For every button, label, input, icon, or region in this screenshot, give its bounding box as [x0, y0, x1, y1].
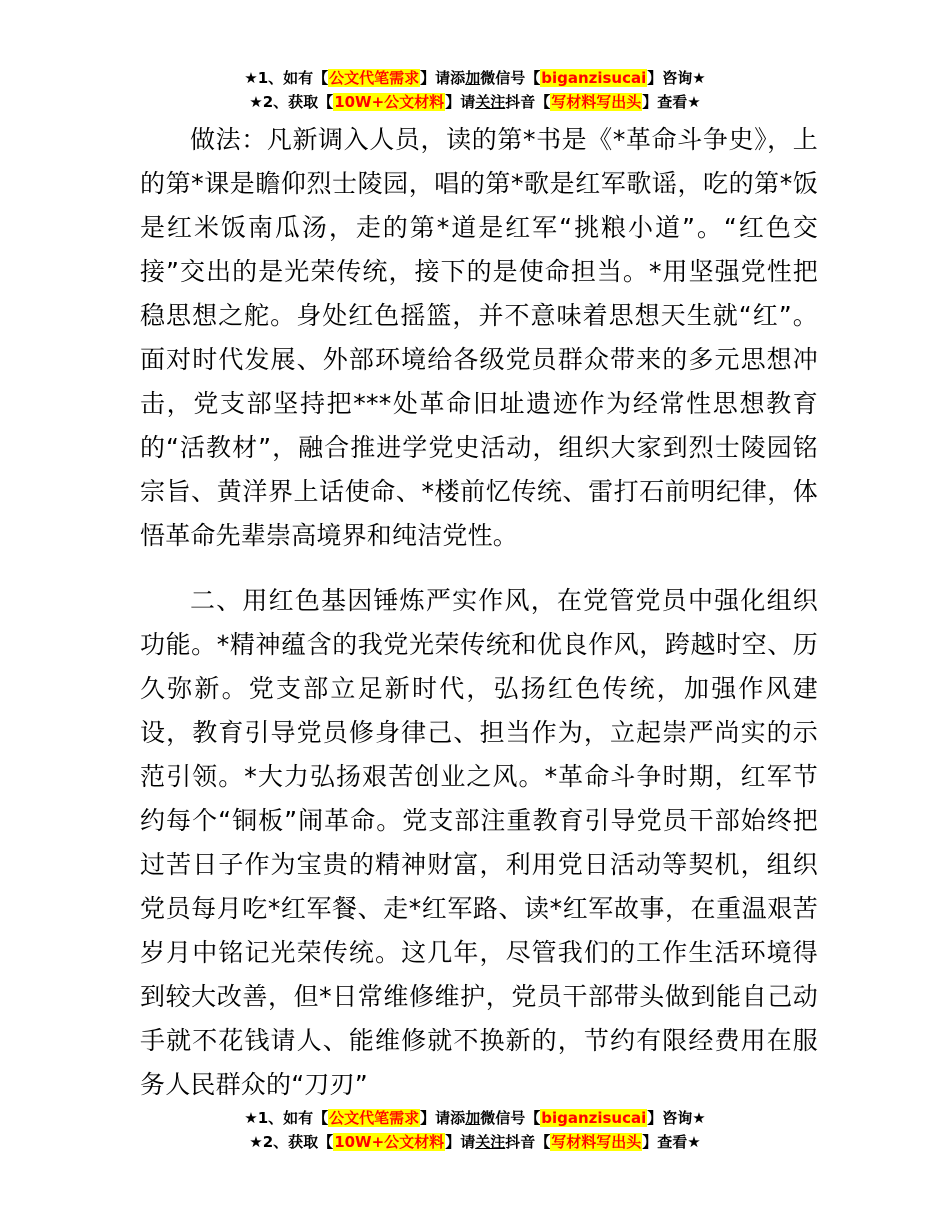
highlight-douyin: 写材料写出头 — [551, 1133, 642, 1151]
highlight-materials: 10W+公文材料 — [334, 1133, 445, 1151]
highlight-wechat-id: biganzisucai — [541, 1109, 647, 1127]
highlight-materials: 10W+公文材料 — [334, 93, 445, 111]
highlight-wechat-id: biganzisucai — [541, 69, 647, 87]
banner-line-2: ★2、获取【10W+公文材料】请关注抖音【写材料写出头】查看★ — [249, 93, 701, 111]
document-body — [140, 118, 818, 1107]
footer-banner — [0, 1106, 950, 1154]
banner-line-2: ★2、获取【10W+公文材料】请关注抖音【写材料写出头】查看★ — [249, 1133, 701, 1151]
banner-line-1: ★1、如有【公文代笔需求】请添加微信号【biganzisucai】咨询★ — [244, 69, 706, 87]
highlight-douyin: 写材料写出头 — [551, 93, 642, 111]
header-banner — [0, 66, 950, 114]
paragraph-section-two: 二、用红色基因锤炼严实作风，在党管党员中强化组织功能。*精神蕴含的我党光荣传统和优良作风，跨越时空、历久弥新。党支部立足新时代，弘扬红色传统，加强作风建设，教育引导党员修身律己、担当作为，立起崇严尚实的示范引领。*大力弘扬艰苦创业之风。*革命斗争时期，红军节约每个“铜板”闹革命。党支部注重教育引导党员干部始终把过苦日子作为宝贵的精神财富，利用党日活动等契机，组织党员每月吃*红军餐、走*红军路、读*红军故事，在重温艰苦岁月中铭记光荣传统。这几年，尽管我们的工作生活环境得到较大改善，但*日常维修维护，党员干部带头做到能自己动手就不花钱请人、能维修就不换新的，节约有限经费用在服务人民群众的“刀刃” — [140, 586, 818, 1099]
banner-line-1: ★1、如有【公文代笔需求】请添加微信号【biganzisucai】咨询★ — [244, 1109, 706, 1127]
paragraph-practice: 做法：凡新调入人员，读的第*书是《*革命斗争史》，上的第*课是瞻仰烈士陵园，唱的第*歌是红军歌谣，吃的第*饭是红米饭南瓜汤，走的第*道是红军“挑粮小道”。“红色交接”交出的是光荣传统，接下的是使命担当。*用坚强党性把稳思想之舵。身处红色摇篮，并不意味着思想天生就“红”。面对时代发展、外部环境给各级党员群众带来的多元思想冲击，党支部坚持把***处革命旧址遗迹作为经常性思想教育的“活教材”，融合推进学党史活动，组织大家到烈士陵园铭宗旨、黄洋界上话使命、*楼前忆传统、雷打石前明纪律，体悟革命先辈崇高境界和纯洁党性。 — [140, 125, 818, 550]
highlight-service: 公文代笔需求 — [329, 69, 420, 87]
highlight-service: 公文代笔需求 — [329, 1109, 420, 1127]
